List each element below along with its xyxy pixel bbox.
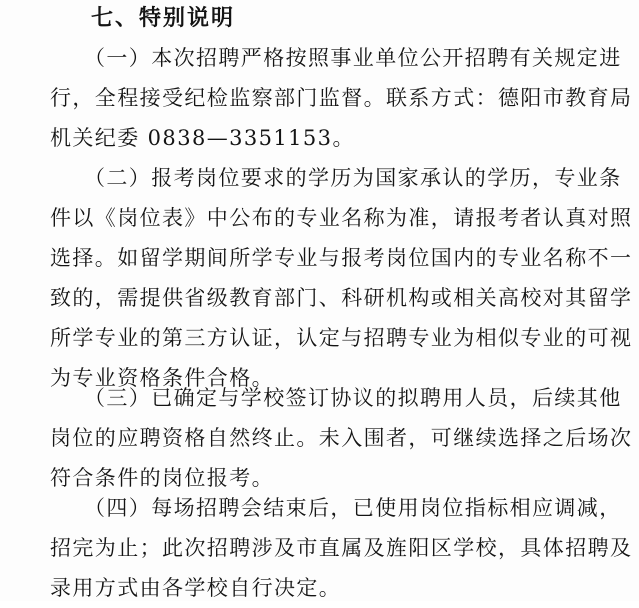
paragraph-2 — [0, 158, 639, 398]
paragraph-line: （二）报考岗位要求的学历为国家承认的学历，专业条 — [84, 166, 622, 190]
paragraph-line: （三）已确定与学校签订协议的拟聘用人员，后续其他 — [84, 386, 622, 410]
paragraph-line: 件以《岗位表》中公布的专业名称为准，请报考者认真对照 — [50, 206, 633, 230]
paragraph-line: 机关纪委 0838—3351153。 — [50, 126, 355, 150]
paragraph-line: 为专业资格条件合格。 — [50, 366, 274, 390]
paragraph-line: （一）本次招聘严格按照事业单位公开招聘有关规定进 — [84, 46, 622, 70]
paragraph-line: （四）每场招聘会结束后，已使用岗位指标相应调减， — [84, 496, 622, 520]
paragraph-line: 岗位的应聘资格自然终止。未入围者，可继续选择之后场次 — [50, 426, 633, 450]
paragraph-line: 符合条件的岗位报考。 — [50, 466, 274, 490]
paragraph-line: 选择。如留学期间所学专业与报考岗位国内的专业名称不一 — [50, 246, 633, 270]
paragraph-line: 行，全程接受纪检监察部门监督。联系方式：德阳市教育局 — [50, 86, 633, 110]
section-title: 七、特别说明 — [91, 6, 236, 31]
paragraph-line: 致的，需提供省级教育部门、科研机构或相关高校对其留学 — [50, 286, 633, 310]
paragraph-4 — [0, 488, 639, 608]
paragraph-line: 所学专业的第三方认证，认定与招聘专业为相似专业的可视 — [50, 326, 633, 350]
paragraph-1 — [0, 38, 639, 158]
paragraph-line: 招完为止；此次招聘涉及市直属及旌阳区学校，具体招聘及 — [50, 536, 633, 560]
paragraph-line: 录用方式由各学校自行决定。 — [50, 576, 342, 600]
paragraph-3 — [0, 378, 639, 498]
